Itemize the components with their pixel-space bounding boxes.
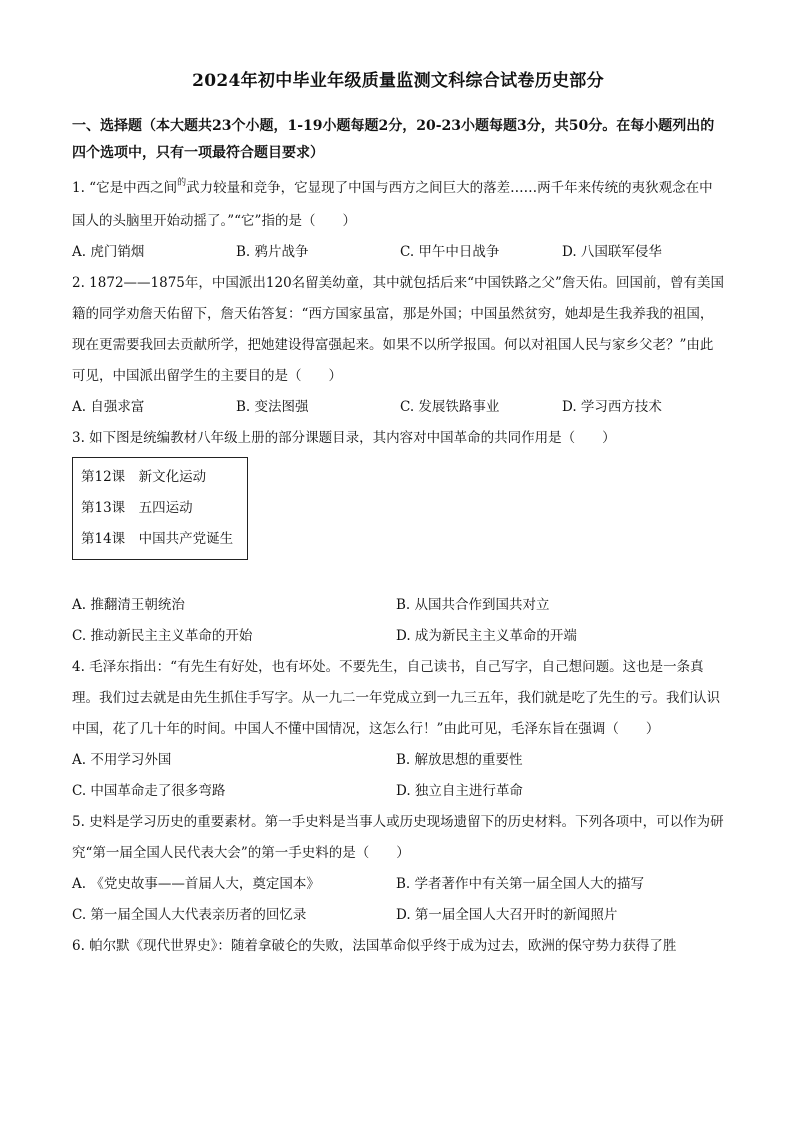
option-b: B. 从国共合作到国共对立 xyxy=(396,597,550,613)
question-2 xyxy=(72,268,724,423)
options-row xyxy=(72,392,724,423)
option-a: A. 推翻清王朝统治 xyxy=(72,597,185,613)
option-c: C. 发展铁路事业 xyxy=(400,399,500,415)
page-title: 2024年初中毕业年级质量监测文科综合试卷历史部分 xyxy=(192,71,604,91)
question-1 xyxy=(72,173,724,268)
option-c: C. 第一届全国人大代表亲历者的回忆录 xyxy=(72,907,307,923)
question-stem: 5. 史料是学习历史的重要素材。第一手史料是当事人或历史现场遗留下的历史材料。下列各项中，可以作为研究“第一届全国人民代表大会”的第一手史料的是（ ） xyxy=(72,814,724,861)
question-4 xyxy=(72,652,724,807)
options-row xyxy=(72,237,724,268)
question-stem: 3. 如下图是统编教材八年级上册的部分课题目录，其内容对中国革命的共同作用是（ ） xyxy=(72,430,616,446)
stem-text-pre: 1. “它是中西之间 xyxy=(72,180,178,196)
option-d: D. 八国联军侵华 xyxy=(562,244,662,260)
option-b: B. 变法图强 xyxy=(236,399,309,415)
question-5 xyxy=(72,807,724,931)
lesson-item: 第12课 新文化运动 xyxy=(81,469,207,485)
option-a: A. 《党史故事——首届人大，奠定国本》 xyxy=(72,876,320,892)
option-c: C. 甲午中日战争 xyxy=(400,244,500,260)
question-stem: 6. 帕尔默《现代世界史》：随着拿破仑的失败，法国革命似乎终于成为过去，欧洲的保守势力获得了胜 xyxy=(72,938,677,954)
option-a: A. 不用学习外国 xyxy=(72,752,172,768)
question-6 xyxy=(72,931,724,962)
option-c: C. 中国革命走了很多弯路 xyxy=(72,783,226,799)
lesson-list-box xyxy=(72,457,248,560)
options-grid xyxy=(72,745,724,807)
option-d: D. 独立自主进行革命 xyxy=(396,783,523,799)
lesson-item: 第13课 五四运动 xyxy=(81,500,193,516)
options-grid xyxy=(72,869,724,931)
question-stem: 4. 毛泽东指出：“有先生有好处，也有坏处。不要先生，自己读书，自己写字，自己想问题。这也是一条真理。我们过去就是由先生抓住手写字。从一九二一年党成立到一九三五年，我们就是吃了先生的亏。我们认识中国，花了几十年的时间。中国人不懂中国情况，这怎么行！”由此可见，毛泽东旨在强调（ ） xyxy=(72,659,720,737)
options-grid xyxy=(72,590,724,652)
option-b: B. 解放思想的重要性 xyxy=(396,752,523,768)
lesson-item: 第14课 中国共产党诞生 xyxy=(81,531,234,547)
question-3 xyxy=(72,423,724,652)
option-d: D. 成为新民主主义革命的开端 xyxy=(396,628,577,644)
question-stem xyxy=(72,173,724,237)
exam-page xyxy=(72,66,724,962)
question-stem: 2. 1872——1875年，中国派出120名留美幼童，其中就包括后来“中国铁路之父”詹天佑。回国前，曾有美国籍的同学劝詹天佑留下，詹天佑答复：“西方国家虽富，那是外国；中国虽然贫穷，她却是生我养我的祖国，现在更需要我回去贡献所学，把她建设得富强起来。如果不以所学报国。何以对祖国人民与家乡父老？”由此可见，中国派出留学生的主要目的是（ ） xyxy=(72,275,724,384)
section-heading: 一、选择题（本大题共23个小题，1-19小题每题2分，20-23小题每题3分，共50分。在每小题列出的四个选项中，只有一项最符合题目要求） xyxy=(72,118,715,161)
option-a: A. 虎门销烟 xyxy=(72,244,145,260)
option-d: D. 学习西方技术 xyxy=(562,399,662,415)
stem-superscript-note: 的 xyxy=(177,178,187,188)
option-b: B. 鸦片战争 xyxy=(236,244,309,260)
stem-text-post: 武力较量和竞争，它显现了中国与西方之间巨大的落差……两千年来传统的夷狄观念在中国人的头脑里开始动摇了。”“它”指的是（ ） xyxy=(72,180,713,229)
option-d: D. 第一届全国人大召开时的新闻照片 xyxy=(396,907,618,923)
option-c: C. 推动新民主主义革命的开始 xyxy=(72,628,253,644)
option-a: A. 自强求富 xyxy=(72,399,145,415)
option-b: B. 学者著作中有关第一届全国人大的描写 xyxy=(396,876,645,892)
